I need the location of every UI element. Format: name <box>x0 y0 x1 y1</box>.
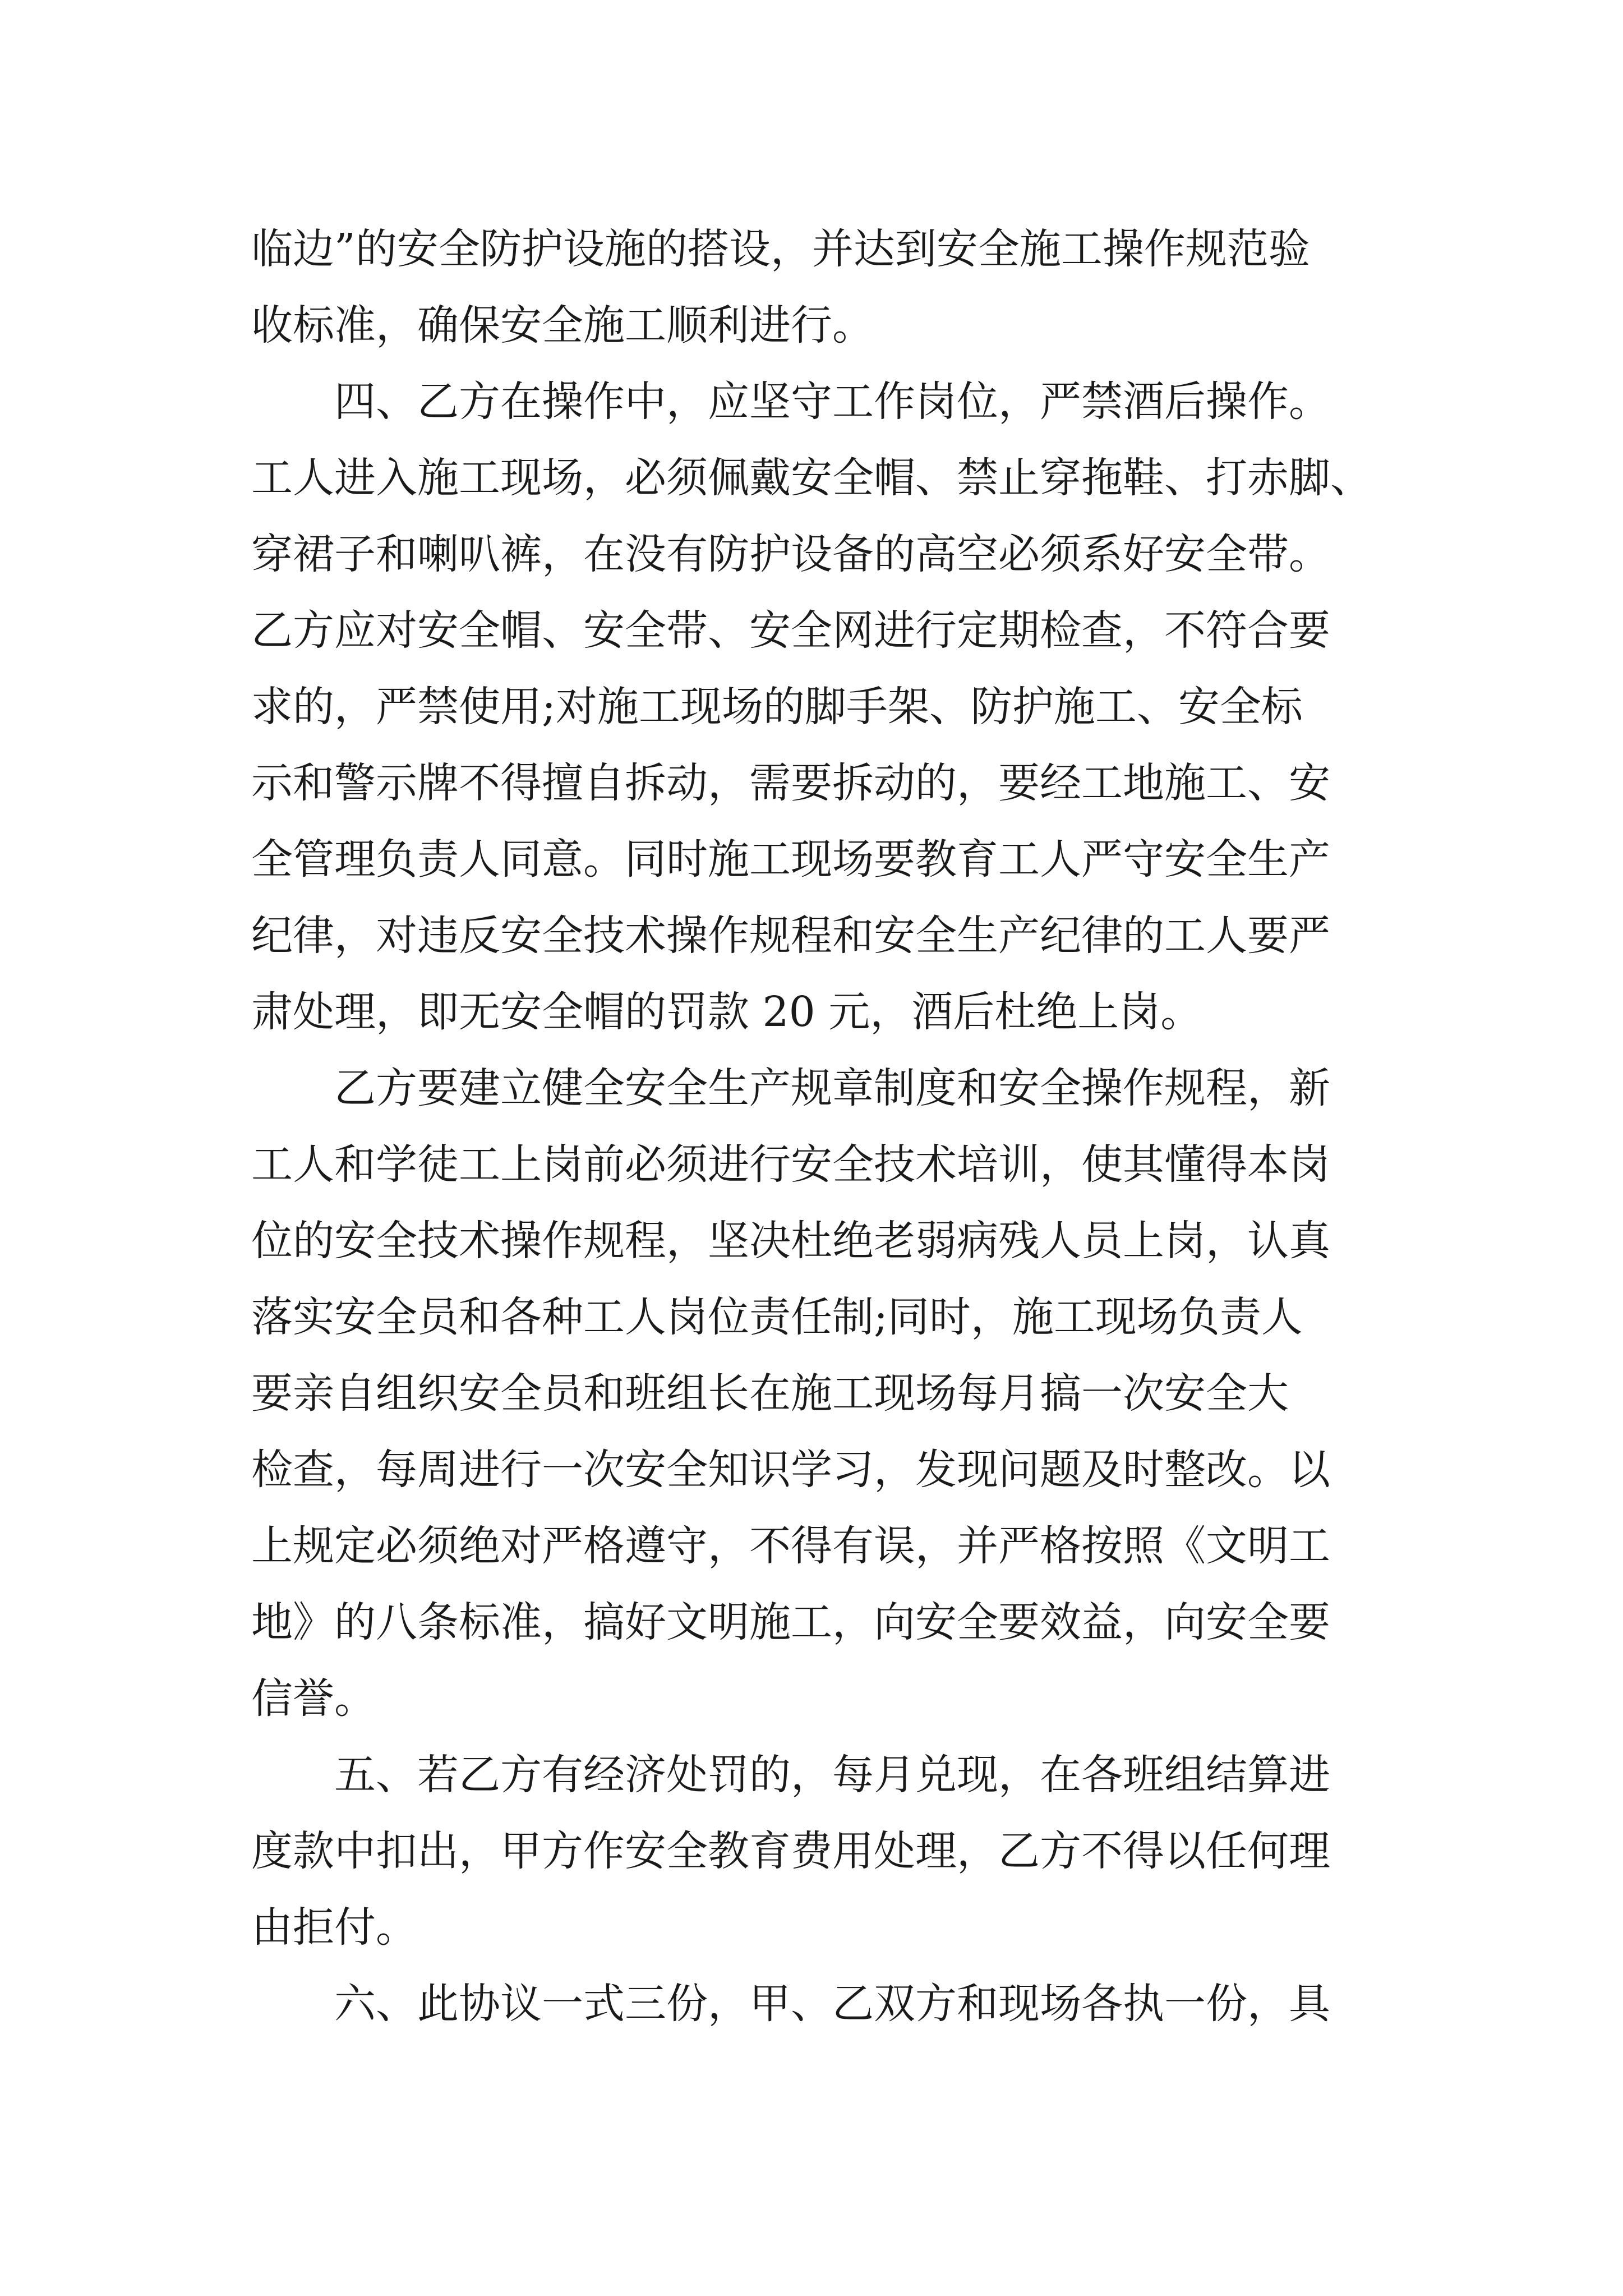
text-line: 落实安全员和各种工人岗位责任制;同时，施工现场负责人 <box>251 1293 1303 1341</box>
text-line: 检查，每周进行一次安全知识学习，发现问题及时整改。以 <box>251 1446 1330 1494</box>
text-line: 求的，严禁使用;对施工现场的脚手架、防护施工、安全标 <box>251 683 1303 731</box>
text-line: 由拒付。 <box>251 1903 417 1952</box>
text-line: 五、若乙方有经济处罚的，每月兑现，在各班组结算进 <box>334 1751 1330 1799</box>
text-line: 示和警示牌不得擅自拆动，需要拆动的，要经工地施工、安 <box>251 759 1330 807</box>
text-line: 穿裙子和喇叭裤，在没有防护设备的高空必须系好安全带。 <box>251 530 1330 578</box>
text-line: 纪律，对违反安全技术操作规程和安全生产纪律的工人要严 <box>251 912 1330 960</box>
text-line: 上规定必须绝对严格遵守，不得有误，并严格按照《文明工 <box>251 1522 1330 1570</box>
text-line: 临边”的安全防护设施的搭设，并达到安全施工操作规范验 <box>251 225 1310 273</box>
text-line: 地》的八条标准，搞好文明施工，向安全要效益，向安全要 <box>251 1598 1330 1646</box>
text-line: 全管理负责人同意。同时施工现场要教育工人严守安全生产 <box>251 835 1330 884</box>
text-line: 乙方要建立健全安全生产规章制度和安全操作规程，新 <box>334 1064 1330 1112</box>
text-line: 工人进入施工现场，必须佩戴安全帽、禁止穿拖鞋、打赤脚、 <box>251 454 1372 502</box>
text-line: 信誉。 <box>251 1674 376 1723</box>
text-line: 乙方应对安全帽、安全带、安全网进行定期检查，不符合要 <box>251 606 1330 655</box>
text-line: 肃处理，即无安全帽的罚款 20 元，酒后杜绝上岗。 <box>251 988 1202 1036</box>
text-line: 六、此协议一式三份，甲、乙双方和现场各执一份，具 <box>334 1980 1330 2028</box>
text-line: 要亲自组织安全员和班组长在施工现场每月搞一次安全大 <box>251 1369 1289 1418</box>
text-line: 收标准，确保安全施工顺利进行。 <box>251 301 874 349</box>
text-line: 工人和学徒工上岗前必须进行安全技术培训，使其懂得本岗 <box>251 1140 1330 1189</box>
text-line: 位的安全技术操作规程，坚决杜绝老弱病残人员上岗，认真 <box>251 1217 1330 1265</box>
text-line: 度款中扣出，甲方作安全教育费用处理，乙方不得以任何理 <box>251 1827 1330 1875</box>
text-line: 四、乙方在操作中，应坚守工作岗位，严禁酒后操作。 <box>334 378 1330 426</box>
